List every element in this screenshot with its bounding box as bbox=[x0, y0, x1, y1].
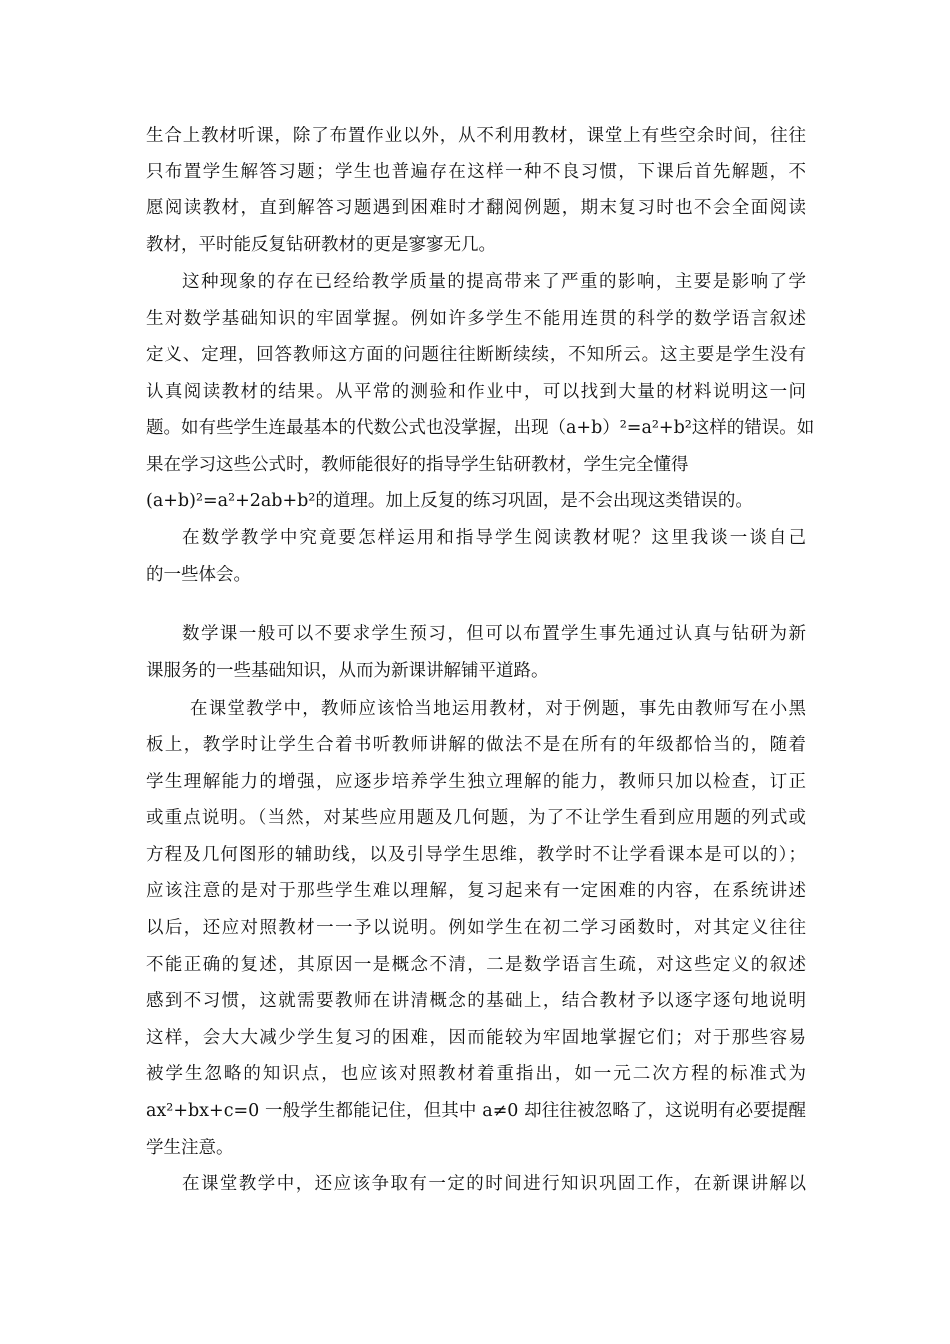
text-line: 在数学教学中究竟要怎样运用和指导学生阅读教材呢？这里我谈一谈自己 bbox=[182, 528, 806, 548]
text-line: 以后，还应对照教材一一予以说明。例如学生在初二学习函数时，对其定义往往 bbox=[146, 918, 806, 938]
text-line: (a+b)²=a²+2ab+b²的道理。加上反复的练习巩固，是不会出现这类错误的。 bbox=[146, 491, 753, 511]
text-line: 不能正确的复述，其原因一是概念不清，二是数学语言生疏，对这些定义的叙述 bbox=[146, 955, 806, 975]
text-line: 教材，平时能反复钻研教材的更是寥寥无几。 bbox=[146, 235, 496, 255]
text-line: 数学课一般可以不要求学生预习，但可以布置学生事先通过认真与钻研为新 bbox=[182, 624, 806, 644]
text-line: 或重点说明。（当然，对某些应用题及几何题，为了不让学生看到应用题的列式或 bbox=[146, 808, 806, 828]
text-line: 只布置学生解答习题；学生也普遍存在这样一种不良习惯，下课后首先解题，不 bbox=[146, 162, 806, 182]
text-line: 愿阅读教材，直到解答习题遇到困难时才翻阅例题，期末复习时也不会全面阅读 bbox=[146, 198, 806, 218]
text-line: 方程及几何图形的辅助线，以及引导学生思维，教学时不让学看课本是可以的）； bbox=[146, 845, 806, 865]
text-line: 生合上教材听课，除了布置作业以外，从不利用教材，课堂上有些空余时间，往往 bbox=[146, 126, 806, 146]
text-line: 学生理解能力的增强，应逐步培养学生独立理解的能力，教师只加以检查，订正 bbox=[146, 772, 806, 792]
text-line: 被学生忽略的知识点，也应该对照教材着重指出，如一元二次方程的标准式为 bbox=[146, 1064, 806, 1084]
text-line: ax²+bx+c=0 一般学生都能记住，但其中 a≠0 却往往被忽略了，这说明有必要提醒 bbox=[146, 1101, 806, 1121]
text-line: 这样，会大大减少学生复习的困难，因而能较为牢固地掌握它们；对于那些容易 bbox=[146, 1028, 806, 1048]
text-line: 的一些体会。 bbox=[146, 565, 251, 585]
text-line: 果在学习这些公式时，教师能很好的指导学生钻研教材，学生完全懂得 bbox=[146, 455, 689, 475]
text-line: 在课堂教学中，教师应该恰当地运用教材，对于例题，事先由教师写在小黑 bbox=[190, 699, 806, 719]
text-line: 课服务的一些基础知识，从而为新课讲解铺平道路。 bbox=[146, 661, 549, 681]
text-line: 题。如有些学生连最基本的代数公式也没掌握，出现（a+b）²=a²+b²这样的错误。如 bbox=[146, 418, 815, 438]
text-line: 生对数学基础知识的牢固掌握。例如许多学生不能用连贯的科学的数学语言叙述 bbox=[146, 309, 806, 329]
text-line: 这种现象的存在已经给教学质量的提高带来了严重的影响，主要是影响了学 bbox=[182, 272, 806, 292]
text-line: 学生注意。 bbox=[146, 1138, 234, 1158]
text-line: 感到不习惯，这就需要教师在讲清概念的基础上，结合教材予以逐字逐句地说明 bbox=[146, 991, 806, 1011]
text-line: 在课堂教学中，还应该争取有一定的时间进行知识巩固工作，在新课讲解以 bbox=[182, 1174, 806, 1194]
text-line: 板上，教学时让学生合着书听教师讲解的做法不是在所有的年级都恰当的，随着 bbox=[146, 735, 806, 755]
text-line: 认真阅读教材的结果。从平常的测验和作业中，可以找到大量的材料说明这一问 bbox=[146, 382, 806, 402]
text-line: 定义、定理，回答教师这方面的问题往往断断续续，不知所云。这主要是学生没有 bbox=[146, 345, 806, 365]
text-line: 应该注意的是对于那些学生难以理解，复习起来有一定困难的内容，在系统讲述 bbox=[146, 881, 806, 901]
